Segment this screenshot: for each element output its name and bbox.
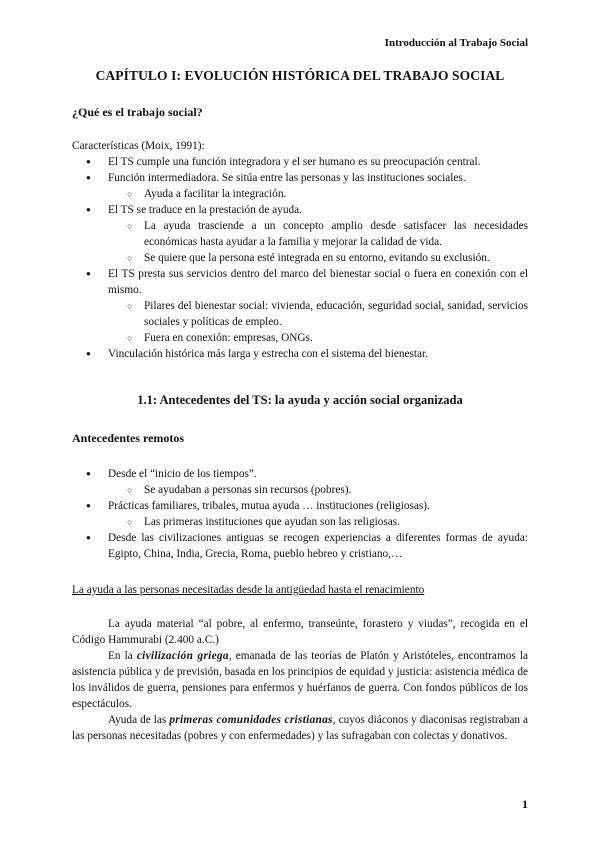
document-body: [72, 68, 528, 744]
list-item: ○ Se quiere que la persona esté integrada en su entorno, evitando su exclusión.: [72, 250, 528, 266]
emphasis-text: civilización griega: [136, 650, 229, 662]
antecedents-list: [72, 466, 528, 562]
paragraph-text: , cuyos diáconos y diaconisas registraban a las personas necesitadas (pobres y con enfermedades) y las sufragaban con colectas y donativos.: [72, 714, 529, 742]
list-item: ○ La ayuda trasciende a un concepto amplio desde satisfacer las necesidades económicas hasta ayudar a la familia y mejorar la calidad de vida.: [72, 218, 528, 250]
list-item: ● Función intermediadora. Se sitúa entre las personas y las instituciones sociales.: [72, 170, 528, 186]
paragraph-greek: [72, 648, 528, 712]
subsection-title: Antecedentes remotos: [72, 431, 185, 445]
list-item: ○ Las primeras instituciones que ayudan son las religiosas.: [72, 514, 528, 530]
list-item: ● Desde el “inicio de los tiempos”.: [72, 466, 528, 482]
characteristics-list: [72, 154, 528, 362]
list-item: ● Desde las civilizaciones antiguas se recogen experiencias a diferentes formas de ayuda: Egipto, China, India, Grecia, Roma, pueblo hebreo y cristiano,…: [72, 530, 528, 562]
list-item: ○ Se ayudaban a personas sin recursos (pobres).: [72, 482, 528, 498]
paragraph-text: En la: [108, 650, 137, 662]
paragraph-hammurabi: La ayuda material “al pobre, al enfermo, transeúnte, forastero y viudas”, recogida en el Código Hammurabi (2.400 a.C.): [72, 618, 528, 646]
chapter-title: CAPÍTULO I: EVOLUCIÓN HISTÓRICA DEL TRABAJO SOCIAL: [95, 68, 505, 83]
paragraph-christian: [72, 712, 528, 744]
paragraph-text: , emanada de las teorías de Platón y Aristóteles, encontramos la asistencia pública y de previsión, basada en los principios de equidad y justicia: asistencia médica de los inválidos de guerra, pensiones para enfermos y huérfanos de guerra. Con fondos públicos de los espectáculos.: [72, 650, 528, 710]
running-header: Introducción al Trabajo Social: [384, 37, 528, 49]
list-item: ● El TS cumple una función integradora y el ser humano es su preocupación central.: [72, 154, 528, 170]
characteristics-label: Características (Moix, 1991):: [72, 140, 205, 152]
list-item: ● El TS se traduce en la prestación de ayuda.: [72, 202, 528, 218]
list-item: ● Vinculación histórica más larga y estrecha con el sistema del bienestar.: [72, 346, 528, 362]
list-item: ○ Ayuda a facilitar la integración.: [72, 186, 528, 202]
underlined-heading: La ayuda a las personas necesitadas desde la antigüedad hasta el renacimiento: [72, 584, 425, 596]
list-item: ○ Pilares del bienestar social: vivienda, educación, seguridad social, sanidad, servicios sociales y políticas de empleo.: [72, 298, 528, 330]
paragraph-text: Ayuda de las: [108, 714, 170, 726]
page-number: 1: [522, 797, 528, 811]
list-item: ○ Fuera en conexión: empresas, ONGs.: [72, 330, 528, 346]
list-item: ● El TS presta sus servicios dentro del marco del bienestar social o fuera en conexión con el mismo.: [72, 266, 528, 298]
list-item: ● Prácticas familiares, tribales, mutua ayuda … instituciones (religiosas).: [72, 498, 528, 514]
question-heading: ¿Qué es el trabajo social?: [72, 105, 203, 119]
emphasis-text: primeras comunidades cristianas: [169, 714, 333, 726]
section-title: 1.1: Antecedentes del TS: la ayuda y acción social organizada: [137, 393, 463, 407]
